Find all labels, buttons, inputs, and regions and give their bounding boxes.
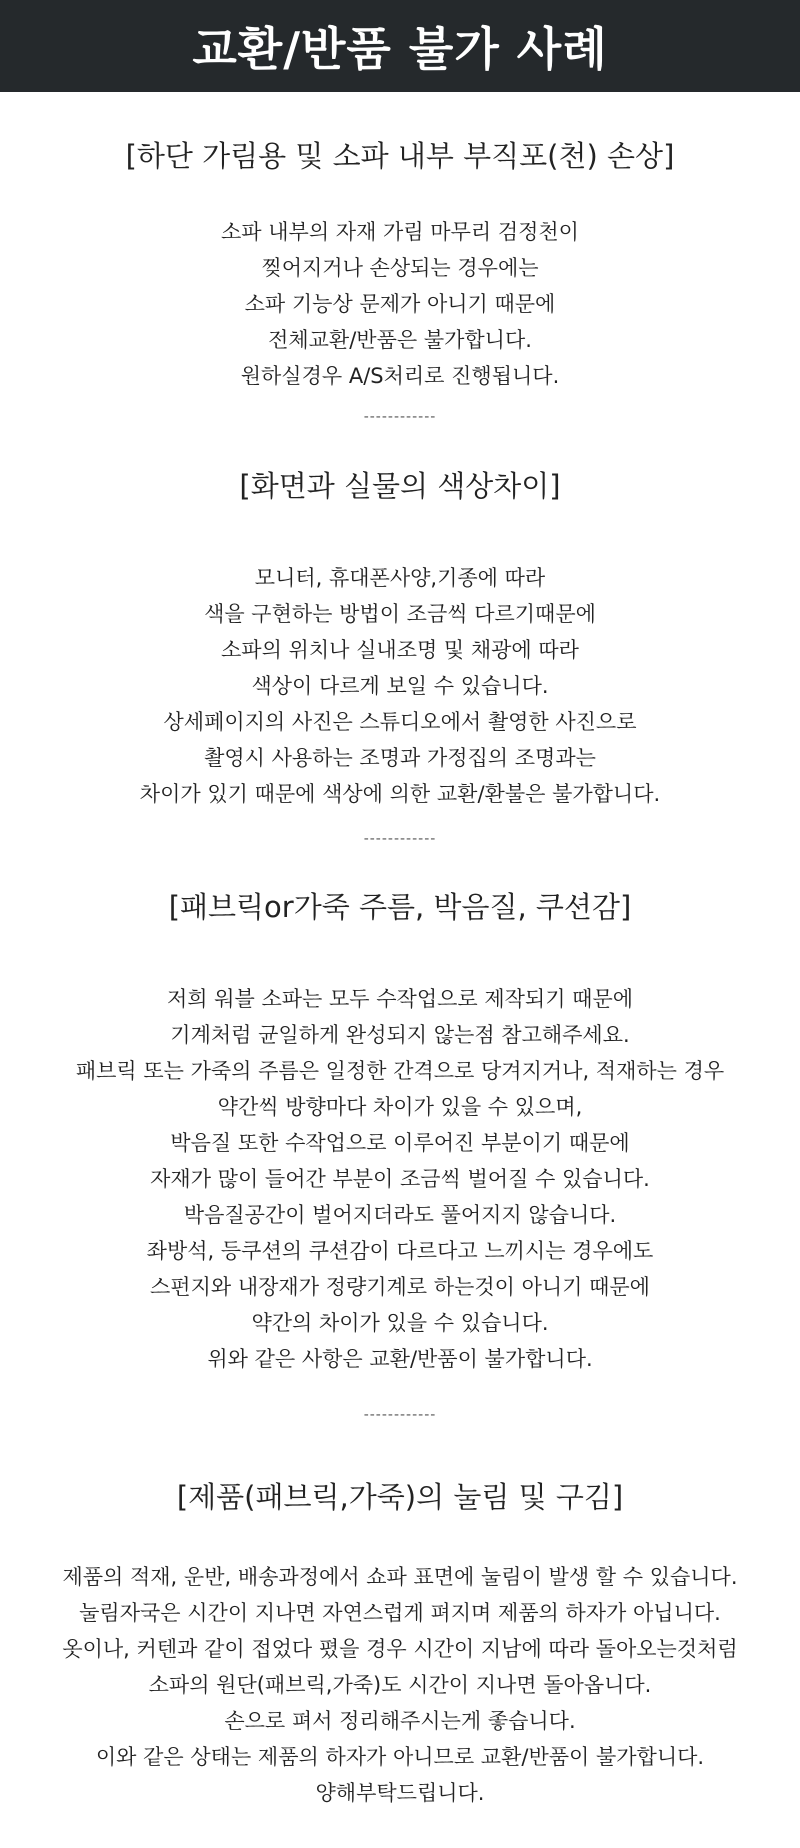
body-line: 전체교환/반품은 불가합니다. [268,328,532,352]
header-banner [0,0,800,92]
body-line: 저희 워블 소파는 모두 수작업으로 제작되기 때문에 [166,987,634,1011]
body-line: 자재가 많이 들어간 부분이 조금씩 벌어질 수 있습니다. [150,1167,650,1191]
section-heading: [제품(패브릭,가죽)의 눌림 및 구김] [176,1480,624,1514]
section-body [0,1559,800,1811]
body-line: 소파의 위치나 실내조명 및 채광에 따라 [221,638,579,662]
body-line: 제품의 적재, 운반, 배송과정에서 쇼파 표면에 눌림이 발생 할 수 있습니다. [62,1565,738,1589]
body-line: 박음질 또한 수작업으로 이루어진 부분이기 때문에 [170,1131,630,1155]
body-line: 눌림자국은 시간이 지나면 자연스럽게 펴지며 제품의 하자가 아닙니다. [79,1601,721,1625]
body-line: 색을 구현하는 방법이 조금씩 다르기때문에 [204,602,596,626]
section-color-difference [0,468,800,812]
body-line: 약간의 차이가 있을 수 있습니다. [251,1311,549,1335]
body-line: 박음질공간이 벌어지더라도 풀어지지 않습니다. [183,1203,617,1227]
page-title: 교환/반품 불가 사례 [192,22,608,76]
body-line: 양해부탁드립니다. [315,1781,485,1805]
body-line: 옷이나, 커텐과 같이 접었다 폈을 경우 시간이 지남에 따라 돌아오는것처럼 [62,1637,738,1661]
section-body [0,560,800,812]
section-wrinkle-stitch [0,889,800,1377]
body-line: 차이가 있기 때문에 색상에 의한 교환/환불은 불가합니다. [139,782,661,806]
section-lining-damage [0,138,800,394]
section-divider: ------------ [363,831,437,847]
section-pressing-creases [0,1479,800,1811]
body-line: 원하실경우 A/S처리로 진행됩니다. [240,364,560,388]
body-line: 소파 내부의 자재 가림 마무리 검정천이 [221,220,579,244]
body-line: 상세페이지의 사진은 스튜디오에서 촬영한 사진으로 [163,710,637,734]
body-line: 약간씩 방향마다 차이가 있을 수 있으며, [217,1095,583,1119]
section-heading: [하단 가림용 및 소파 내부 부직포(천) 손상] [125,139,675,173]
body-line: 색상이 다르게 보일 수 있습니다. [251,674,549,698]
section-heading: [화면과 실물의 색상차이] [239,469,561,503]
body-line: 손으로 펴서 정리해주시는게 좋습니다. [224,1709,576,1733]
section-body [0,214,800,394]
section-divider: ------------ [363,409,437,425]
body-line: 기계처럼 균일하게 완성되지 않는점 참고해주세요. [170,1023,630,1047]
body-line: 찢어지거나 손상되는 경우에는 [261,256,539,280]
body-line: 이와 같은 상태는 제품의 하자가 아니므로 교환/반품이 불가합니다. [95,1745,705,1769]
body-line: 패브릭 또는 가죽의 주름은 일정한 간격으로 당겨지거나, 적재하는 경우 [75,1059,725,1083]
body-line: 소파의 원단(패브릭,가죽)도 시간이 지나면 돌아옵니다. [148,1673,652,1697]
section-heading: [패브릭or가죽 주름, 박음질, 쿠션감] [168,890,632,924]
body-line: 촬영시 사용하는 조명과 가정집의 조명과는 [204,746,596,770]
body-line: 위와 같은 사항은 교환/반품이 불가합니다. [207,1347,593,1371]
body-line: 스펀지와 내장재가 정량기계로 하는것이 아니기 때문에 [150,1275,650,1299]
section-body [0,981,800,1377]
body-line: 좌방석, 등쿠션의 쿠션감이 다르다고 느끼시는 경우에도 [146,1239,654,1263]
body-line: 소파 기능상 문제가 아니기 때문에 [244,292,556,316]
body-line: 모니터, 휴대폰사양,기종에 따라 [254,566,546,590]
section-divider: ------------ [363,1407,437,1423]
